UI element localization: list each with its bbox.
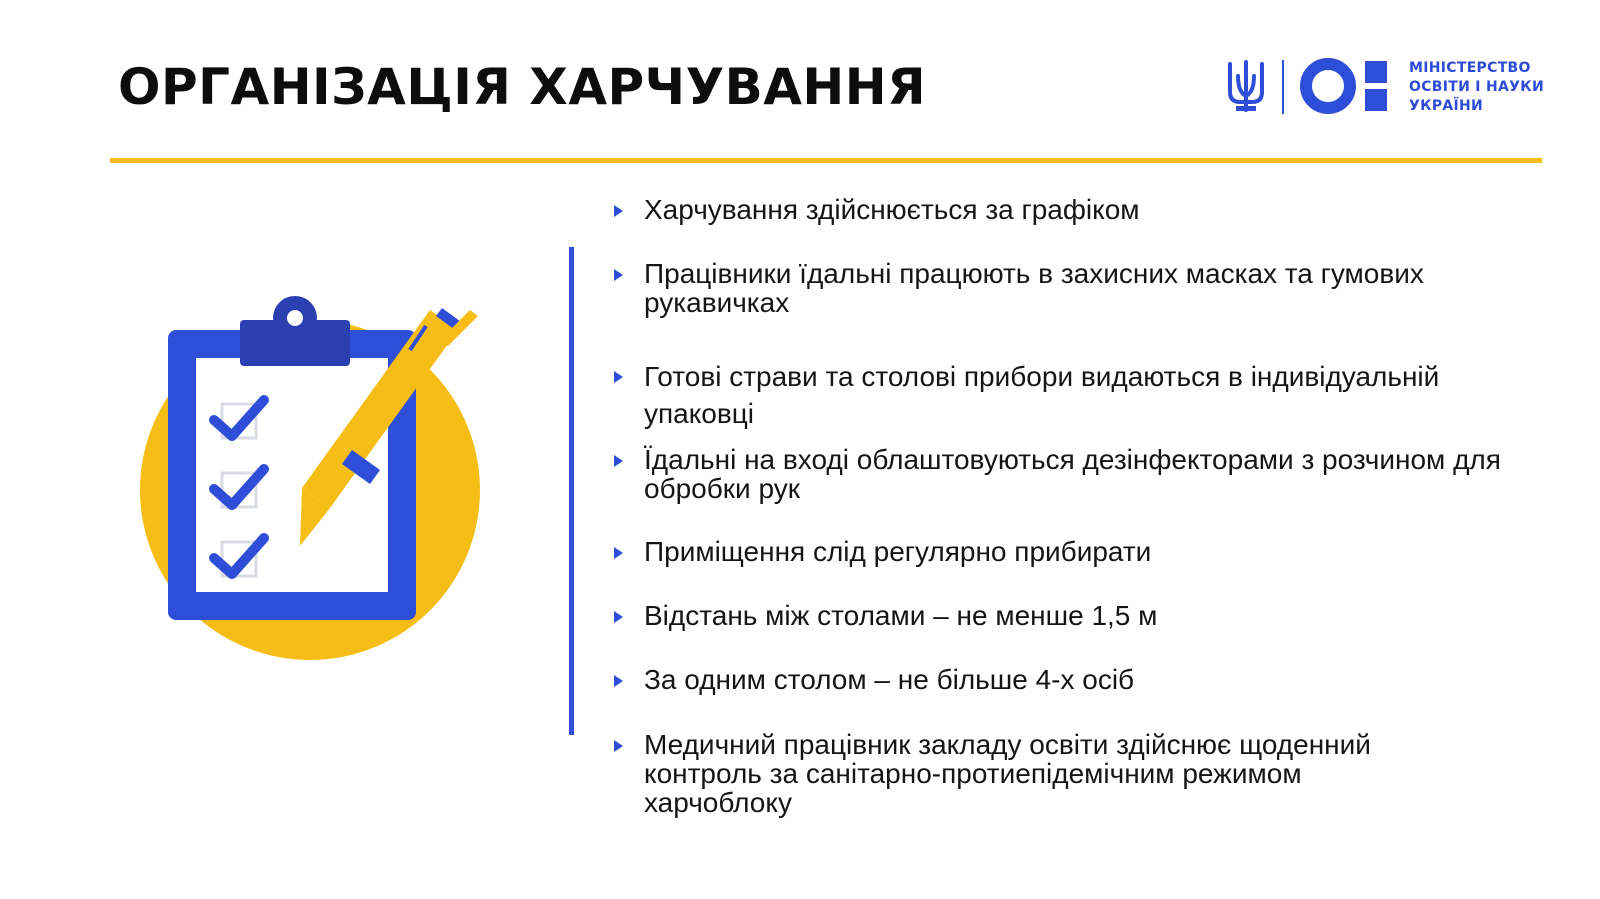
mon-logo-mark: [1300, 56, 1396, 116]
clipboard-checklist-pen-icon: [140, 290, 500, 670]
bullet-arrow-icon: [614, 205, 623, 217]
content-divider: [569, 247, 574, 735]
bullet-arrow-icon: [614, 269, 623, 281]
ministry-name: [1409, 59, 1544, 116]
title-underline: [110, 158, 1542, 163]
ministry-line: УКРАЇНИ: [1409, 98, 1484, 114]
bullet-arrow-icon: [614, 371, 623, 383]
ministry-logo: [1226, 56, 1556, 120]
bullet-arrow-icon: [614, 675, 623, 687]
page-title: ОРГАНІЗАЦІЯ ХАРЧУВАННЯ: [118, 58, 927, 116]
bullet-arrow-icon: [614, 740, 623, 752]
bullet-arrow-icon: [614, 611, 623, 623]
ministry-line: ОСВІТИ І НАУКИ: [1409, 79, 1544, 95]
logo-divider: [1282, 60, 1284, 114]
ministry-line: МІНІСТЕРСТВО: [1409, 60, 1531, 76]
bullet-arrow-icon: [614, 547, 623, 559]
bullet-arrow-icon: [614, 455, 623, 467]
trident-icon: [1226, 58, 1266, 114]
